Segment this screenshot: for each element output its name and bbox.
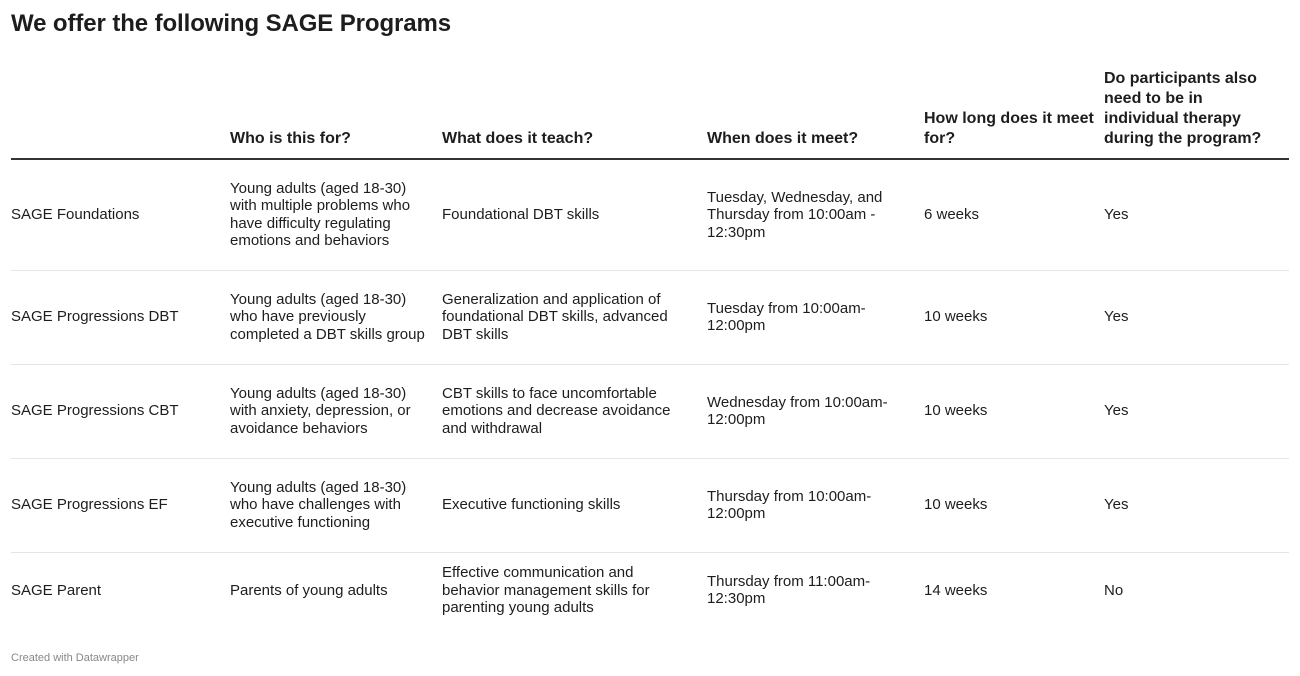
programs-table xyxy=(11,68,1289,628)
table-cell: SAGE Progressions EF xyxy=(11,458,230,552)
table-cell: 6 weeks xyxy=(924,159,1104,270)
table-row xyxy=(11,552,1289,628)
table-row xyxy=(11,364,1289,458)
table-cell: 14 weeks xyxy=(924,581,988,599)
table-cell: Young adults (aged 18-30) who have previously completed a DBT skills group xyxy=(230,270,442,364)
table-cell: No xyxy=(1104,581,1124,599)
table-body xyxy=(11,159,1289,628)
table-cell: Thursday from 10:00am-12:00pm xyxy=(707,458,924,552)
header-row xyxy=(11,68,1289,159)
table-row xyxy=(11,458,1289,552)
table-cell: Young adults (aged 18-30) with anxiety, depression, or avoidance behaviors xyxy=(230,364,442,458)
table-cell: SAGE Parent xyxy=(11,581,102,599)
table-cell: Foundational DBT skills xyxy=(442,159,707,270)
table-cell: Yes xyxy=(1104,364,1289,458)
column-header xyxy=(11,68,230,159)
chart-title: We offer the following SAGE Programs xyxy=(11,10,452,37)
table-cell: Wednesday from 10:00am-12:00pm xyxy=(707,364,924,458)
table-cell: SAGE Foundations xyxy=(11,159,230,270)
table-cell: Yes xyxy=(1104,458,1289,552)
table-cell: Thursday from 11:00am-12:30pm xyxy=(707,572,871,608)
table-cell: Executive functioning skills xyxy=(442,458,707,552)
table-row xyxy=(11,270,1289,364)
column-header: How long does it meet for? xyxy=(924,68,1104,159)
table-cell: Effective communication and behavior management skills for parenting young adults xyxy=(442,564,650,616)
table-cell: SAGE Progressions CBT xyxy=(11,364,230,458)
column-header: What does it teach? xyxy=(442,68,707,159)
table-cell: Yes xyxy=(1104,270,1289,364)
table-cell: CBT skills to face uncomfortable emotions and decrease avoidance and withdrawal xyxy=(442,364,707,458)
column-header: Who is this for? xyxy=(230,68,442,159)
table-cell: 10 weeks xyxy=(924,364,1104,458)
table-cell: Young adults (aged 18-30) who have challenges with executive functioning xyxy=(230,458,442,552)
table-cell: Tuesday, Wednesday, and Thursday from 10:00am - 12:30pm xyxy=(707,159,924,270)
table-cell: 10 weeks xyxy=(924,270,1104,364)
table-cell: Tuesday from 10:00am-12:00pm xyxy=(707,270,924,364)
datawrapper-credit: Created with Datawrapper xyxy=(11,652,139,664)
table-cell: Yes xyxy=(1104,159,1289,270)
table-cell: 10 weeks xyxy=(924,458,1104,552)
table-cell: Parents of young adults xyxy=(230,581,388,599)
column-header: Do participants also need to be in individual therapy during the program? xyxy=(1104,68,1289,159)
table-cell: Young adults (aged 18-30) with multiple problems who have difficulty regulating emotions and behaviors xyxy=(230,159,442,270)
table-row xyxy=(11,159,1289,270)
column-header: When does it meet? xyxy=(707,68,924,159)
table-header xyxy=(11,68,1289,159)
table-cell: SAGE Progressions DBT xyxy=(11,270,230,364)
table-cell: Generalization and application of foundational DBT skills, advanced DBT skills xyxy=(442,270,707,364)
